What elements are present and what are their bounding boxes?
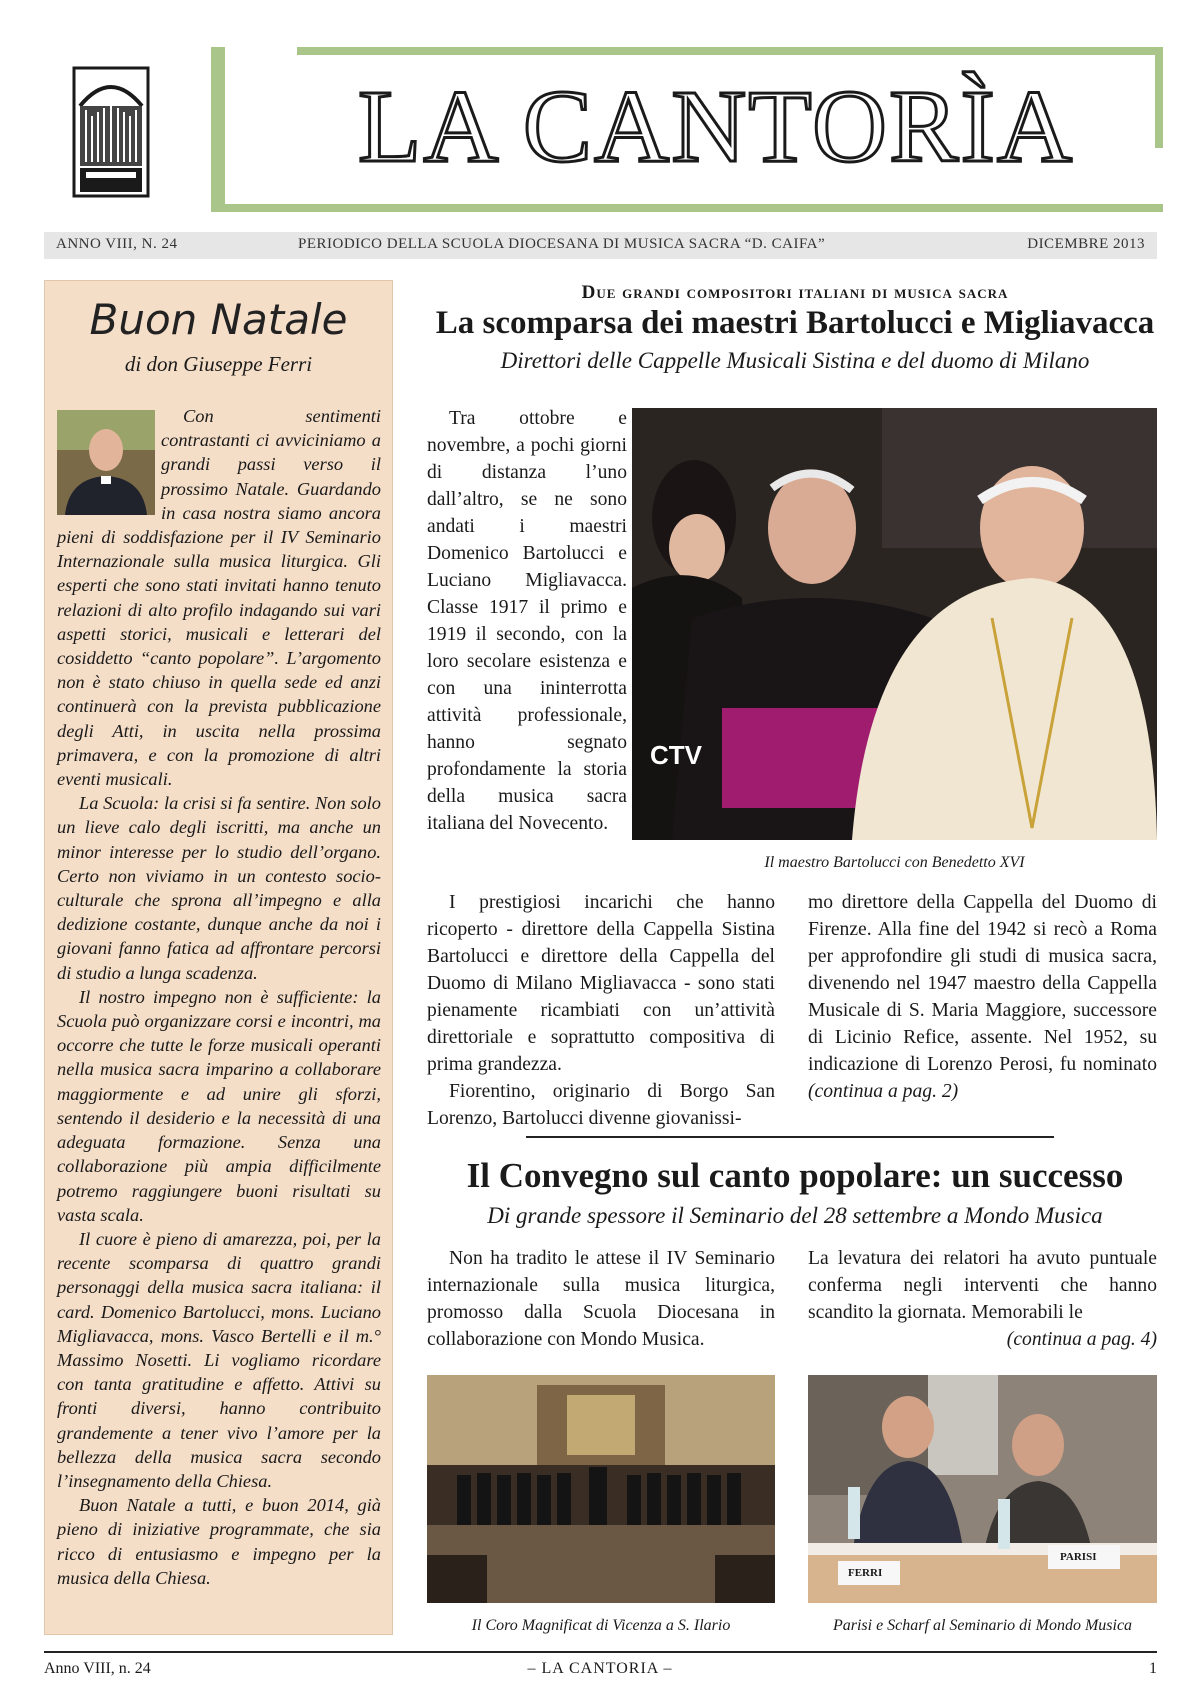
article1-column1-bottom [427,889,775,1132]
editorial-paragraph: Buon Natale a tutti, e buon 2014, già pieno di iniziative programmate, che sia ricco di entusiasmo e impegno per la musica della Chiesa. [57,1495,381,1588]
photo-watermark: CTV [650,740,702,770]
editorial-author: di don Giuseppe Ferri [124,352,313,376]
title-frame-bottom [211,204,1163,212]
article1-paragraph: I prestigiosi incarichi che hanno ricoperto - direttore della Cappella Sistina Bartolucci e direttore della Cappella del Duomo di Milano Migliavacca - sono stati pienamente ricambiati con un’attività direttoriale e soprattutto compositiva di prima grandezza. [427,892,775,1075]
article2-paragraph: La levatura dei relatori ha avuto puntuale conferma negli interventi che hanno scandito la giornata. Memorabili le [808,1248,1157,1323]
choir-photo-caption: Il Coro Magnificat di Vicenza a S. Ilario [471,1617,731,1634]
article1-column1 [427,405,627,837]
editorial-paragraph: La Scuola: la crisi si fa sentire. Non solo un lieve calo degli iscritti, ma anche un minor interesse per lo studio dell’organo. Certo non viviamo in un contesto socio-culturale che sprona all’impegno e alla dedizione costante, dunque anche da noi i giovani fanno fatica ad affrontare percorsi di studio a lunga scadenza. [57,793,381,983]
editorial-title: Buon Natale [89,295,348,344]
footer-issue: Anno VIII, n. 24 [44,1660,151,1677]
article1-paragraph: mo direttore della Cappella del Duomo di Firenze. Alla fine del 1942 si recò a Roma per approfondire gli studi di musica sacra, divenendo nel 1947 maestro della Cappella Musicale di S. Maria Maggiore, successore di Licinio Refice, assente. Nel 1952, su indicazione di Lorenzo Perosi, fu nominato [808,892,1157,1075]
conference-photo [808,1375,1157,1603]
choir-photo [427,1375,775,1603]
issue-number: ANNO VIII, N. 24 [56,236,178,252]
article2-column2 [808,1245,1157,1353]
organ-logo-icon [72,66,150,198]
section-divider [526,1136,1054,1138]
nameplate-parisi: PARISI [1060,1551,1097,1563]
editorial-paragraph: Con sentimenti contrastanti ci avviciniamo a grandi passi verso il prossimo Natale. Guardando in casa nostra siamo ancora pieni di soddisfazione per il IV Seminario Internazionale sulla musica liturgica. Gli esperti che sono stati invitati hanno tenuto relazioni di alto profilo indagando sui vari aspetti storici, musicali e letterari del cosiddetto “canto popolare”. L’argomento non è stato chiuso in quella sede ed anzi continuerà con la prevista pubblicazione degli Atti, in uscita nella prossima primavera, e con la promozione di altri eventi musicali. [57,406,381,790]
conference-photo-caption: Parisi e Scharf al Seminario di Mondo Musica [832,1617,1133,1634]
footer-rule [44,1651,1157,1653]
article2-column1 [427,1245,775,1353]
editorial-body [57,404,381,1590]
issue-date: DICEMBRE 2013 [1027,236,1145,252]
article2-paragraph: Non ha tradito le attese il IV Seminario internazionale sulla musica liturgica, promosso dalla Scuola Diocesana in collaborazione con Mondo Musica. [427,1248,775,1350]
nameplate-ferri: FERRI [848,1567,883,1579]
editorial-paragraph: Il nostro impegno non è sufficiente: la Scuola può organizzare corsi e incontri, ma occorre che tutte le forze musicali operanti nella musica sacra imparino a collaborare maggiormente e ad unire gli sforzi, sentendo il desiderio e la necessità di una adeguata formazione. Senza una collaborazione più ampia difficilmente potremo raggiungere buoni risultati su vasta scala. [57,986,381,1225]
title-frame-left [211,47,225,212]
title-frame-right [1155,47,1163,148]
masthead-title: LA CANTORÌA [357,69,1075,184]
page-number: 1 [1149,1660,1157,1677]
footer-title: – LA CANTORIA – [527,1660,673,1677]
article1-continue-link[interactable]: (continua a pag. 2) [808,1081,959,1102]
article1-photo-caption: Il maestro Bartolucci con Benedetto XVI [764,854,1025,871]
article1-photo [632,408,1157,840]
article1-paragraph: Fiorentino, originario di Borgo San Lorenzo, Bartolucci divenne giovanissi- [427,1081,775,1129]
article2-continue-link[interactable]: (continua a pag. 4) [1006,1329,1157,1350]
editorial-paragraph: Il cuore è pieno di amarezza, poi, per la recente scomparsa di quattro grandi personaggi della musica sacra italiana: il card. Domenico Bartolucci, mons. Luciano Migliavacca, mons. Vasco Bertelli e il m.° Massimo Nosetti. Li vogliamo ricordare con tanta gratitudine e affetto. Attivi su fronti diversi, hanno contribuito grandemente a tener vivo l’amore per la bellezza della musica sacra secondo l’insegnamento della Chiesa. [57,1228,381,1491]
issue-info-bar [44,232,1157,259]
title-frame-top [297,47,1161,55]
periodical-description: PERIODICO DELLA SCUOLA DIOCESANA DI MUSICA SACRA “D. CAIFA” [298,236,826,252]
article2-title: Il Convegno sul canto popolare: un successo [466,1156,1124,1195]
article1-paragraph: Tra ottobre e novembre, a pochi giorni di distanza l’uno dall’altro, se ne sono andati i maestri Domenico Bartolucci e Luciano Migliavacca. Classe 1917 il primo e 1919 il secondo, con la loro secolare esistenza e con una ininterrotta attività professionale, hanno segnato profondamente la storia della musica sacra italiana del Novecento. [427,408,627,834]
article1-column3 [808,889,1157,1105]
article1-title: La scomparsa dei maestri Bartolucci e Migliavacca [435,305,1155,341]
article1-subtitle: Direttori delle Cappelle Musicali Sistina e del duomo di Milano [500,348,1090,373]
article1-kicker: Due grandi compositori italiani di musica sacra [581,282,1009,303]
article2-subtitle: Di grande spessore il Seminario del 28 settembre a Mondo Musica [487,1203,1103,1228]
